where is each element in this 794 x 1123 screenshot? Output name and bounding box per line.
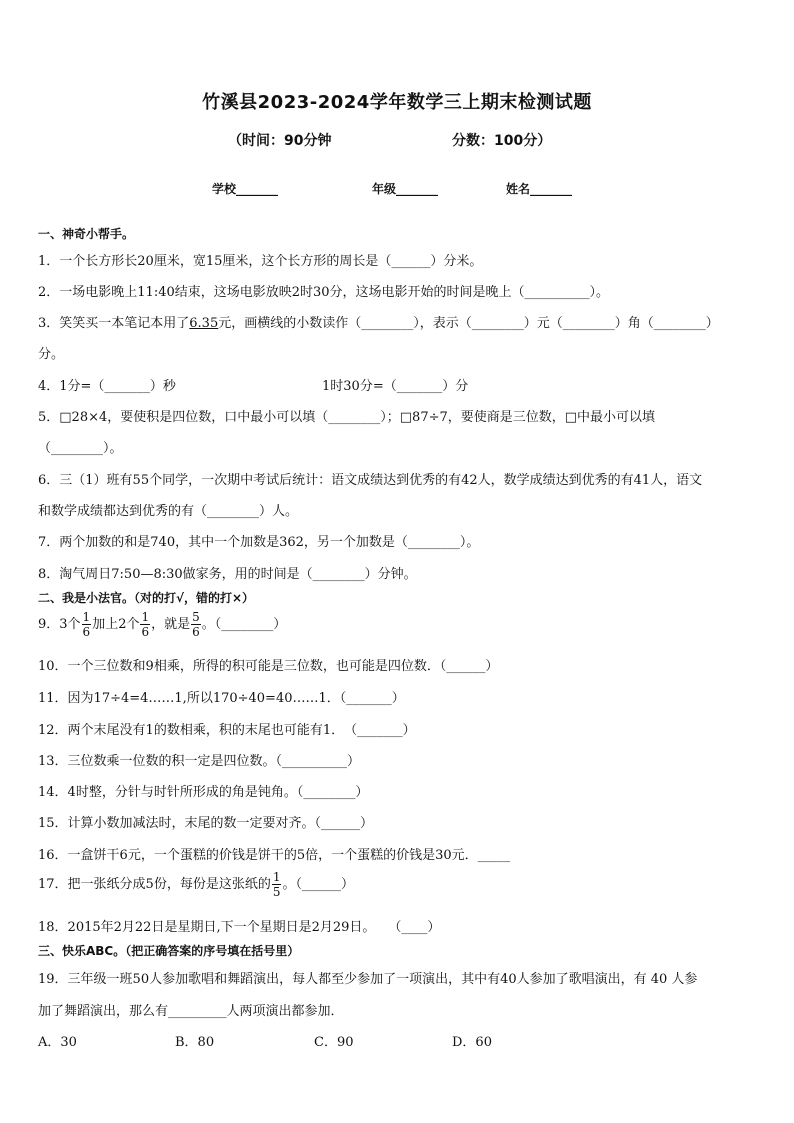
section-heading-3: 三、快乐ABC。（把正确答案的序号填在括号里） bbox=[38, 944, 300, 958]
question-8: 8．淘气周日7:50—8:30做家务，用的时间是（________）分钟。 bbox=[38, 567, 417, 582]
option-d: D．60 bbox=[452, 1035, 492, 1050]
page-title: 竹溪县2023-2024学年数学三上期末检测试题 bbox=[202, 92, 592, 113]
question-1: 1．一个长方形长20厘米，宽15厘米，这个长方形的周长是（______）分米。 bbox=[38, 254, 483, 269]
fraction-one-fifth: $\frac{1}{5}$ bbox=[272, 870, 281, 899]
exam-time: （时间：90分钟 bbox=[228, 133, 332, 149]
question-9 bbox=[38, 610, 286, 639]
question-17-text-b: 。（______） bbox=[282, 877, 354, 892]
question-3-text-a: 3．笑笑买一本笔记本用了 bbox=[38, 316, 190, 331]
question-14: 14．4时整，分针与时针所形成的角是钝角。（________） bbox=[38, 785, 369, 800]
question-18: 18．2015年2月22日是星期日,下一个星期日是2月29日。 （____） bbox=[38, 920, 441, 935]
question-4b: 1时30分=（_______）分 bbox=[322, 379, 469, 394]
grade-field: 年级_______ bbox=[372, 182, 439, 196]
school-field: 学校_______ bbox=[212, 182, 279, 196]
question-9-text-b: 加上2个 bbox=[92, 617, 140, 632]
question-13: 13．三位数乘一位数的积一定是四位数。（__________） bbox=[38, 754, 361, 769]
question-3 bbox=[38, 312, 719, 331]
question-3-underlined-number: 6.35 bbox=[189, 316, 219, 331]
question-4a: 4．1分=（_______）秒 bbox=[38, 379, 176, 394]
question-6: 6．三（1）班有55个同学，一次期中考试后统计：语文成绩达到优秀的有42人，数学成绩达到优秀的有41人，语文 bbox=[38, 473, 703, 488]
question-2: 2．一场电影晚上11:40结束，这场电影放映2时30分，这场电影开始的时间是晚上（__________）。 bbox=[38, 285, 610, 300]
question-9-text-c: ，就是 bbox=[151, 617, 191, 632]
option-b: B．80 bbox=[175, 1035, 215, 1050]
question-19: 19．三年级一班50人参加歌唱和舞蹈演出，每人都至少参加了一项演出，其中有40人参加了歌唱演出，有 40 人参 bbox=[38, 972, 698, 987]
question-17 bbox=[38, 870, 354, 899]
exam-score: 分数：100分） bbox=[452, 133, 552, 149]
question-15: 15．计算小数加减法时，末尾的数一定要对齐。（______） bbox=[38, 816, 374, 831]
question-9-text-a: 9．3个 bbox=[38, 617, 81, 632]
question-5-continued: （________）。 bbox=[38, 441, 123, 456]
fraction-one-sixth: $\frac{1}{6}$ bbox=[82, 610, 91, 639]
question-19-continued: 加了舞蹈演出，那么有_________人两项演出都参加． bbox=[38, 1004, 344, 1019]
section-heading-2: 二、我是小法官。（对的打√，错的打×） bbox=[38, 591, 255, 605]
fraction-one-sixth: $\frac{1}{6}$ bbox=[141, 610, 150, 639]
question-7: 7．两个加数的和是740，其中一个加数是362，另一个加数是（________）。 bbox=[38, 535, 480, 550]
question-12: 12．两个末尾没有1的数相乘，积的末尾也可能有1． （_______） bbox=[38, 723, 416, 738]
question-10: 10．一个三位数和9相乘，所得的积可能是三位数，也可能是四位数．（______） bbox=[38, 659, 499, 674]
question-17-text-a: 17．把一张纸分成5份，每份是这张纸的 bbox=[38, 877, 271, 892]
fraction-five-sixths: $\frac{5}{6}$ bbox=[192, 610, 200, 639]
question-6-continued: 和数学成绩都达到优秀的有（________）人。 bbox=[38, 504, 299, 519]
question-16: 16．一盒饼干6元，一个蛋糕的价钱是饼干的5倍，一个蛋糕的价钱是30元．_____ bbox=[38, 848, 511, 863]
name-field: 姓名_______ bbox=[506, 182, 573, 196]
section-heading-1: 一、神奇小帮手。 bbox=[38, 227, 135, 241]
option-c: C．90 bbox=[314, 1035, 354, 1050]
question-3-text-b: 元，画横线的小数读作（________），表示（________）元（________）角（________） bbox=[218, 316, 719, 331]
option-a: A．30 bbox=[38, 1035, 77, 1050]
question-11: 11．因为17÷4=4……1,所以170÷40=40……1．（_______） bbox=[38, 691, 405, 706]
question-5: 5．□28×4，要使积是四位数，口中最小可以填（________）；□87÷7，要使商是三位数，□中最小可以填 bbox=[38, 410, 656, 425]
question-9-text-d: 。（________） bbox=[201, 617, 287, 632]
question-3-continued: 分。 bbox=[38, 347, 65, 362]
